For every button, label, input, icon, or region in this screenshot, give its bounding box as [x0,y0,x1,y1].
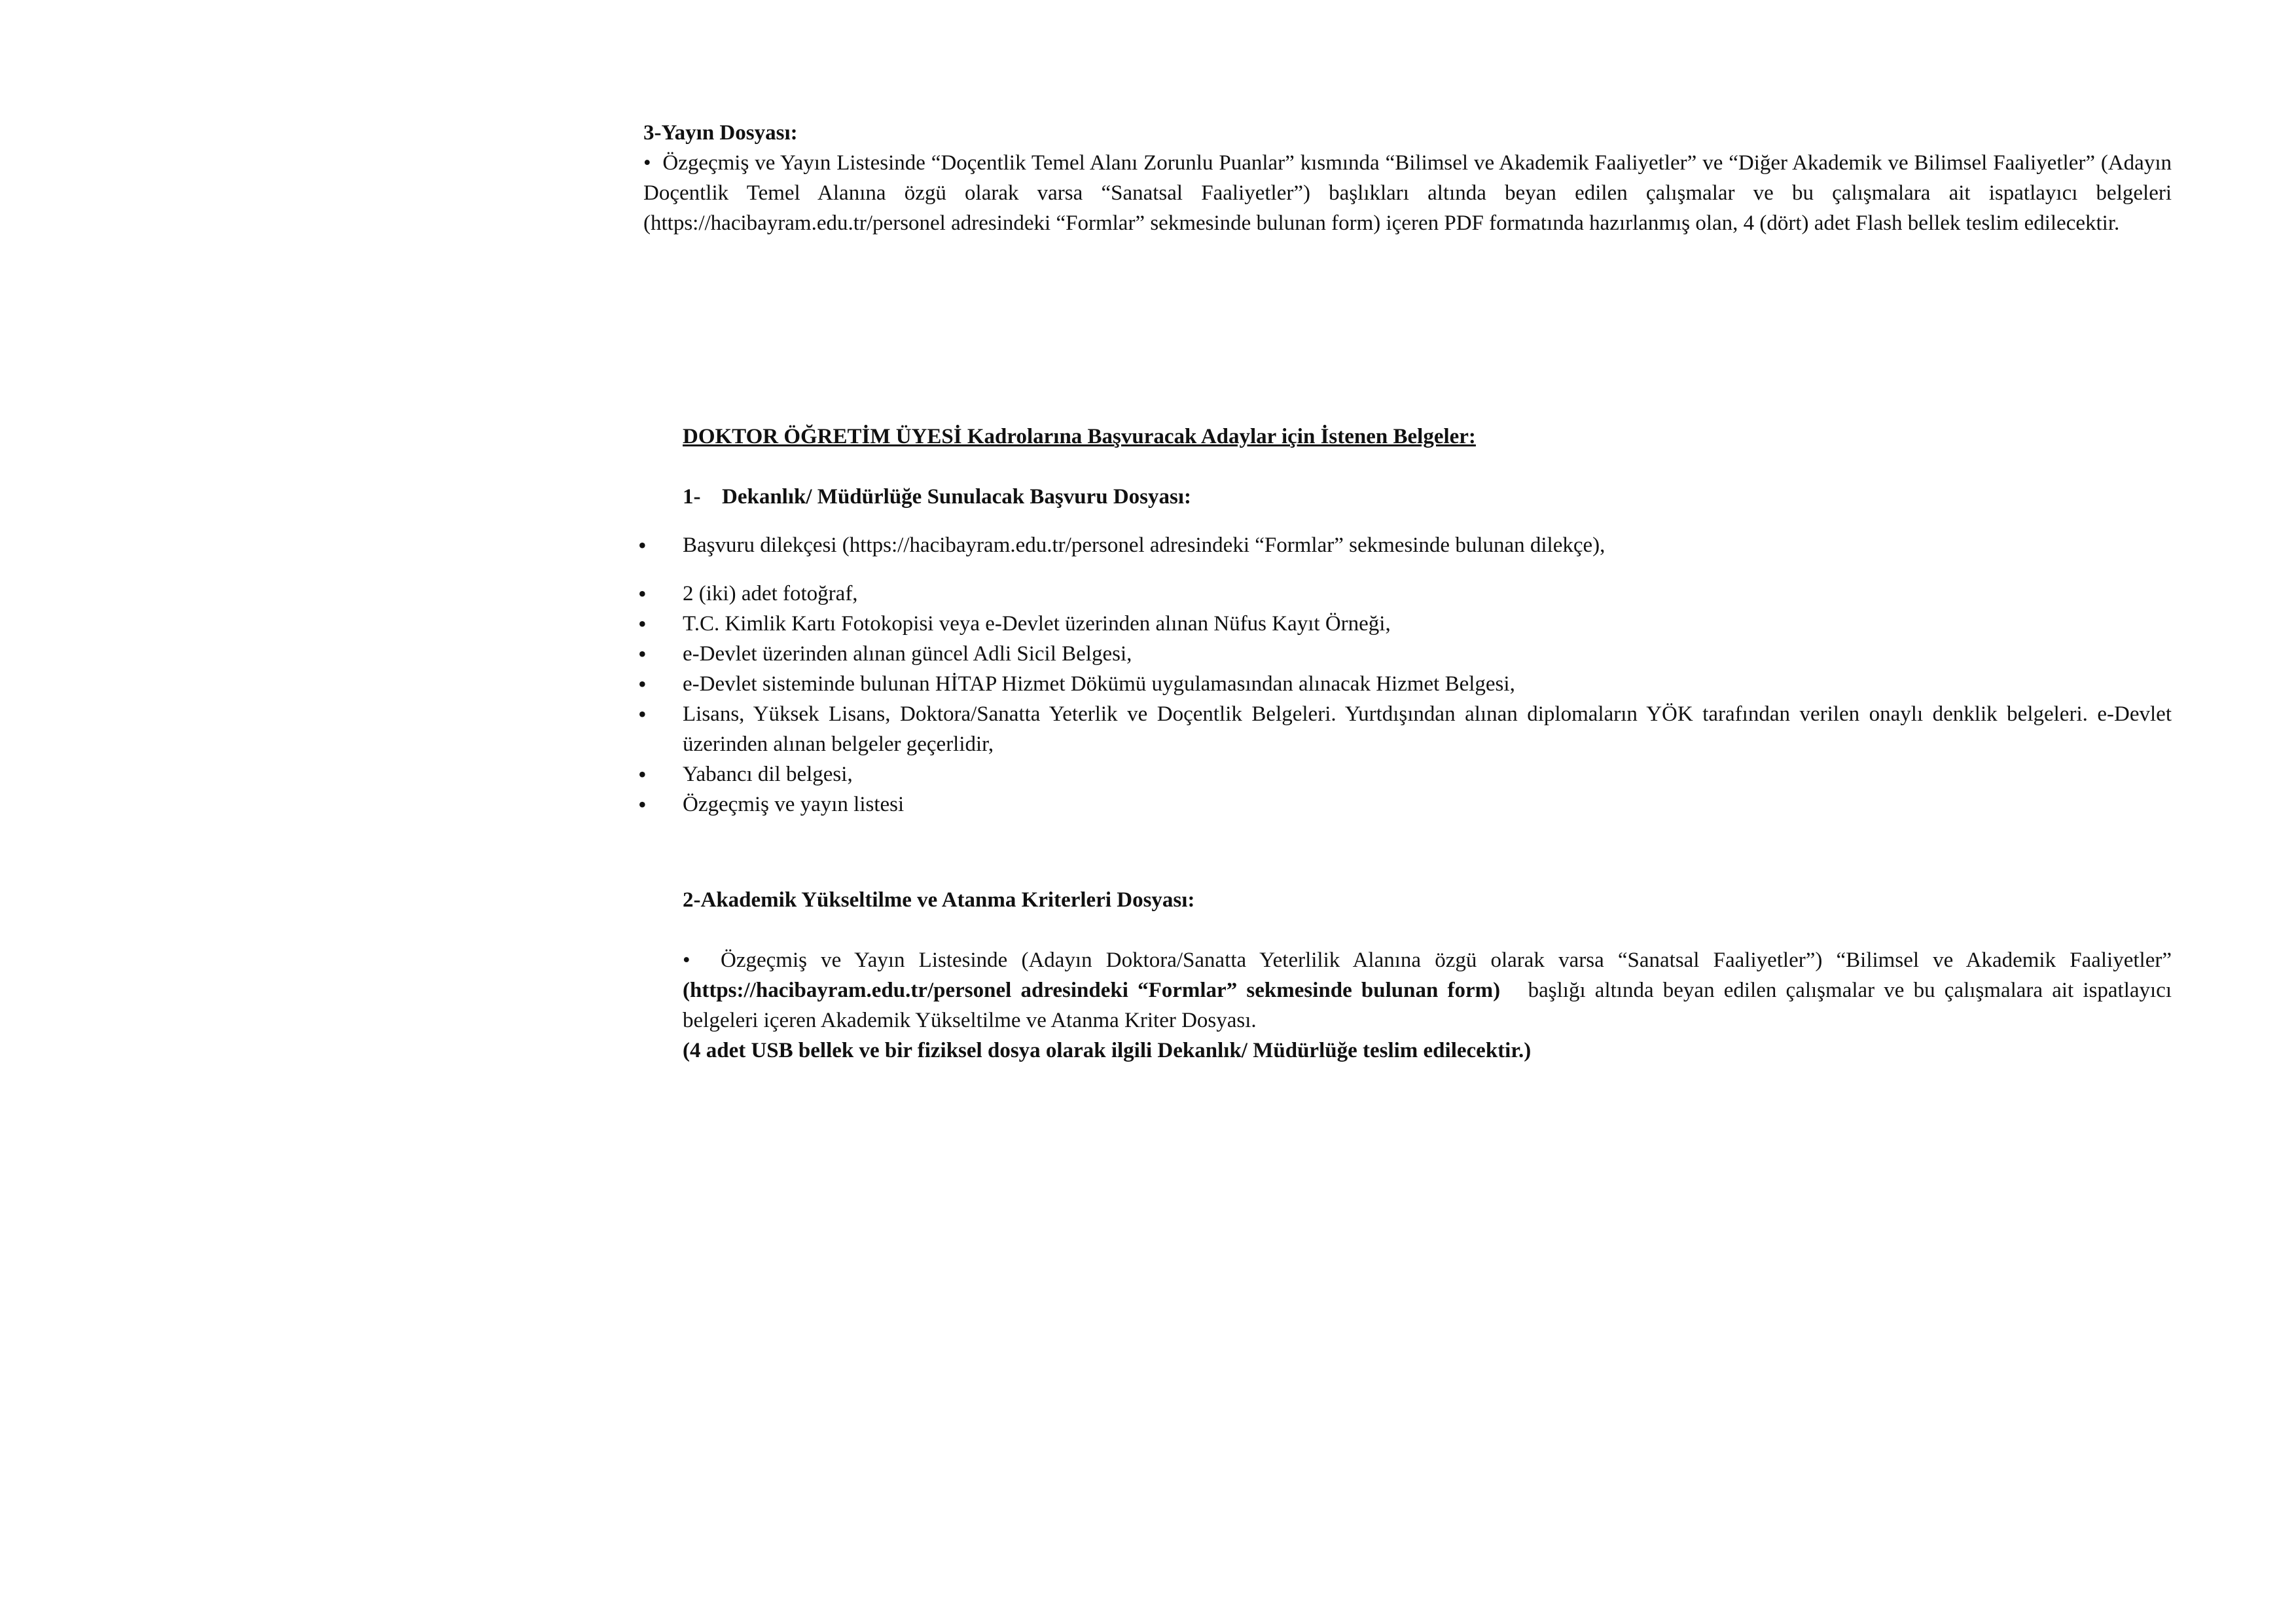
list-item-text: e-Devlet sisteminde bulunan HİTAP Hizmet Dökümü uygulamasından alınacak Hizmet Belgesi, [683,672,1515,696]
doktor-section-title: DOKTOR ÖĞRETİM ÜYESİ Kadrolarına Başvuracak Adaylar için İstenen Belgeler: [683,425,1476,448]
bullet-icon: • [683,948,691,972]
list-item [638,530,2172,560]
bullet-icon: • [638,671,647,697]
bullet-icon: • [643,151,651,175]
bullet-icon: • [638,791,647,818]
section-3-heading: 3-Yayın Dosyası: [643,121,798,145]
section-3-text: Özgeçmiş ve Yayın Listesinde “Doçentlik Temel Alanı Zorunlu Puanlar” kısmında “Bilimsel ve Akademik Faaliyetler” ve “Diğer Akademik ve Bilimsel Faaliyetler” (Adayın Doçentlik Temel Alanına özgü olarak varsa “Sanatsal Faaliyetler”) başlıkları altında beyan edilen çalışmalar ve bu çalışmalara ait ispatlayıcı belgeleri (https://hacibayram.edu.tr/personel adresindeki “Formlar” sekmesinde bulunan form) içeren PDF formatında hazırlanmış olan, 4 (dört) adet Flash bellek teslim edilecektir. [643,151,2172,235]
list-item-text: Başvuru dilekçesi (https://hacibayram.edu.tr/personel adresindeki “Formlar” sekmesinde bulunan dilekçe), [683,533,1605,557]
list-item-text: Lisans, Yüksek Lisans, Doktora/Sanatta Yeterlik ve Doçentlik Belgeleri. Yurtdışından alınan diplomaların YÖK tarafından verilen onaylı denklik belgeleri. e-Devlet üzerinden alınan belgeler geçerlidir, [683,702,2172,756]
list-item-text: Özgeçmiş ve yayın listesi [683,793,905,816]
bullet-icon: • [638,761,647,787]
bullet-icon: • [638,611,647,637]
subsection-2-text-part1: Özgeçmiş ve Yayın Listesinde (Adayın Doktora/Sanatta Yeterlilik Alanına özgü olarak varsa “Sanatsal Faaliyetler”) “Bilimsel ve Akademik Faaliyetler” [721,948,2172,972]
subsection-1-number: 1- [683,485,701,509]
subsection-2-text-bold: (https://hacibayram.edu.tr/personel adresindeki “Formlar” sekmesinde bulunan form) [683,979,1501,1002]
subsection-1-label: Dekanlık/ Müdürlüğe Sunulacak Başvuru Dosyası: [722,485,1192,509]
bullet-icon: • [638,581,647,607]
required-documents-list [638,530,2172,820]
bullet-icon: • [638,701,647,727]
subsection-2-text-part2: başlığı altında beyan edilen çalışmalar ve bu çalışmalara ait ispatlayıcı belgeleri içeren Akademik Yükseltilme ve Atanma Kriter Dosyası. [683,979,2172,1032]
list-item [638,789,2172,820]
list-item [638,699,2172,759]
section-3-yayin-dosyasi [643,118,2172,238]
list-item [638,639,2172,669]
subsection-1-heading [683,482,1191,512]
subsection-2-paragraph [683,945,2172,1036]
section-3-paragraph [643,148,2172,238]
bullet-icon: • [638,532,647,558]
subsection-2-note: (4 adet USB bellek ve bir fiziksel dosya olarak ilgili Dekanlık/ Müdürlüğe teslim edilecektir.) [683,1039,1532,1062]
list-item-text: e-Devlet üzerinden alınan güncel Adli Sicil Belgesi, [683,642,1132,666]
list-item [638,609,2172,639]
bullet-icon: • [638,641,647,667]
list-item-text: Yabancı dil belgesi, [683,763,853,786]
list-item [638,579,2172,609]
list-item-text: 2 (iki) adet fotoğraf, [683,582,858,605]
list-item [638,759,2172,789]
subsection-2-heading: 2-Akademik Yükseltilme ve Atanma Kriterleri Dosyası: [683,888,1195,912]
list-item [638,669,2172,699]
list-item-text: T.C. Kimlik Kartı Fotokopisi veya e-Devlet üzerinden alınan Nüfus Kayıt Örneği, [683,612,1391,636]
